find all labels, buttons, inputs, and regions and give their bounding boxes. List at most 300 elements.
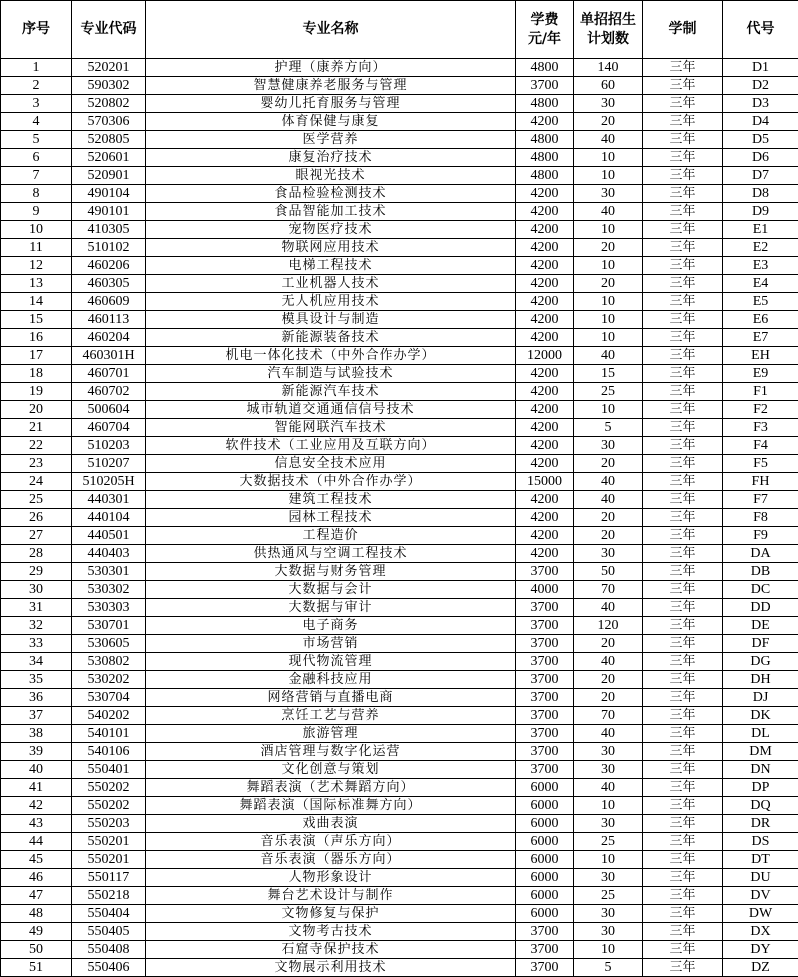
cell-fee: 4200 — [516, 383, 574, 401]
cell-plan: 50 — [574, 563, 643, 581]
cell-fee: 4200 — [516, 419, 574, 437]
cell-fee: 4200 — [516, 311, 574, 329]
cell-duration: 三年 — [643, 509, 723, 527]
cell-symbol: DL — [723, 725, 798, 743]
cell-plan: 40 — [574, 599, 643, 617]
cell-plan: 30 — [574, 95, 643, 113]
cell-symbol: DM — [723, 743, 798, 761]
cell-name: 酒店管理与数字化运营 — [146, 743, 516, 761]
cell-duration: 三年 — [643, 959, 723, 977]
cell-index: 15 — [1, 311, 72, 329]
cell-index: 46 — [1, 869, 72, 887]
cell-fee: 3700 — [516, 617, 574, 635]
cell-code: 550404 — [72, 905, 146, 923]
cell-code: 530704 — [72, 689, 146, 707]
cell-fee: 6000 — [516, 887, 574, 905]
cell-fee: 3700 — [516, 959, 574, 977]
header-plan — [574, 1, 643, 59]
cell-fee: 4800 — [516, 167, 574, 185]
cell-code: 550117 — [72, 869, 146, 887]
cell-code: 440403 — [72, 545, 146, 563]
cell-plan: 20 — [574, 113, 643, 131]
cell-duration: 三年 — [643, 527, 723, 545]
cell-plan: 20 — [574, 509, 643, 527]
table-row — [1, 887, 798, 905]
cell-index: 14 — [1, 293, 72, 311]
cell-index: 47 — [1, 887, 72, 905]
cell-name: 现代物流管理 — [146, 653, 516, 671]
cell-symbol: EH — [723, 347, 798, 365]
cell-fee: 6000 — [516, 815, 574, 833]
cell-fee: 4800 — [516, 95, 574, 113]
cell-code: 510203 — [72, 437, 146, 455]
cell-name: 工程造价 — [146, 527, 516, 545]
cell-symbol: DH — [723, 671, 798, 689]
cell-index: 40 — [1, 761, 72, 779]
cell-fee: 6000 — [516, 833, 574, 851]
table-row — [1, 509, 798, 527]
cell-fee: 3700 — [516, 923, 574, 941]
cell-duration: 三年 — [643, 869, 723, 887]
table-row — [1, 851, 798, 869]
cell-duration: 三年 — [643, 761, 723, 779]
cell-fee: 4200 — [516, 203, 574, 221]
cell-plan: 30 — [574, 923, 643, 941]
cell-fee: 4200 — [516, 491, 574, 509]
cell-index: 36 — [1, 689, 72, 707]
cell-code: 500604 — [72, 401, 146, 419]
cell-duration: 三年 — [643, 347, 723, 365]
table-row — [1, 707, 798, 725]
cell-plan: 40 — [574, 131, 643, 149]
cell-duration: 三年 — [643, 851, 723, 869]
cell-index: 28 — [1, 545, 72, 563]
cell-code: 550202 — [72, 779, 146, 797]
cell-duration: 三年 — [643, 329, 723, 347]
cell-name: 舞台艺术设计与制作 — [146, 887, 516, 905]
cell-code: 550203 — [72, 815, 146, 833]
cell-name: 城市轨道交通通信信号技术 — [146, 401, 516, 419]
cell-symbol: DC — [723, 581, 798, 599]
cell-name: 文物修复与保护 — [146, 905, 516, 923]
cell-symbol: DU — [723, 869, 798, 887]
table-row — [1, 545, 798, 563]
cell-plan: 70 — [574, 707, 643, 725]
cell-symbol: DQ — [723, 797, 798, 815]
cell-index: 23 — [1, 455, 72, 473]
cell-code: 460113 — [72, 311, 146, 329]
cell-fee: 3700 — [516, 635, 574, 653]
cell-plan: 120 — [574, 617, 643, 635]
table-row — [1, 815, 798, 833]
cell-plan: 30 — [574, 743, 643, 761]
table-row — [1, 311, 798, 329]
cell-code: 440501 — [72, 527, 146, 545]
table-row — [1, 221, 798, 239]
cell-plan: 30 — [574, 815, 643, 833]
cell-name: 供热通风与空调工程技术 — [146, 545, 516, 563]
cell-fee: 6000 — [516, 905, 574, 923]
table-row — [1, 491, 798, 509]
cell-code: 550406 — [72, 959, 146, 977]
cell-index: 51 — [1, 959, 72, 977]
cell-index: 5 — [1, 131, 72, 149]
cell-plan: 20 — [574, 275, 643, 293]
table-row — [1, 383, 798, 401]
cell-symbol: D4 — [723, 113, 798, 131]
cell-code: 440301 — [72, 491, 146, 509]
cell-name: 市场营销 — [146, 635, 516, 653]
cell-code: 550201 — [72, 833, 146, 851]
cell-fee: 3700 — [516, 689, 574, 707]
cell-index: 34 — [1, 653, 72, 671]
cell-code: 460704 — [72, 419, 146, 437]
cell-name: 食品智能加工技术 — [146, 203, 516, 221]
cell-duration: 三年 — [643, 455, 723, 473]
table-row — [1, 95, 798, 113]
cell-fee: 3700 — [516, 725, 574, 743]
cell-duration: 三年 — [643, 707, 723, 725]
cell-name: 金融科技应用 — [146, 671, 516, 689]
cell-duration: 三年 — [643, 599, 723, 617]
cell-code: 460702 — [72, 383, 146, 401]
cell-index: 19 — [1, 383, 72, 401]
cell-plan: 40 — [574, 203, 643, 221]
cell-index: 7 — [1, 167, 72, 185]
cell-fee: 6000 — [516, 869, 574, 887]
header-row — [1, 1, 798, 59]
cell-name: 新能源汽车技术 — [146, 383, 516, 401]
cell-symbol: E5 — [723, 293, 798, 311]
cell-symbol: DE — [723, 617, 798, 635]
cell-code: 520805 — [72, 131, 146, 149]
cell-symbol: DK — [723, 707, 798, 725]
cell-symbol: E9 — [723, 365, 798, 383]
cell-code: 550408 — [72, 941, 146, 959]
cell-duration: 三年 — [643, 239, 723, 257]
cell-symbol: D5 — [723, 131, 798, 149]
cell-fee: 4200 — [516, 401, 574, 419]
table-row — [1, 923, 798, 941]
cell-symbol: F9 — [723, 527, 798, 545]
cell-plan: 40 — [574, 725, 643, 743]
cell-index: 30 — [1, 581, 72, 599]
cell-fee: 6000 — [516, 797, 574, 815]
cell-fee: 4200 — [516, 509, 574, 527]
cell-code: 410305 — [72, 221, 146, 239]
cell-plan: 20 — [574, 635, 643, 653]
cell-index: 22 — [1, 437, 72, 455]
cell-name: 大数据与会计 — [146, 581, 516, 599]
cell-name: 物联网应用技术 — [146, 239, 516, 257]
cell-fee: 3700 — [516, 941, 574, 959]
cell-duration: 三年 — [643, 95, 723, 113]
cell-index: 16 — [1, 329, 72, 347]
cell-symbol: E1 — [723, 221, 798, 239]
cell-symbol: FH — [723, 473, 798, 491]
cell-symbol: F7 — [723, 491, 798, 509]
cell-name: 模具设计与制造 — [146, 311, 516, 329]
cell-plan: 10 — [574, 401, 643, 419]
cell-fee: 4200 — [516, 221, 574, 239]
cell-duration: 三年 — [643, 221, 723, 239]
cell-plan: 40 — [574, 491, 643, 509]
cell-index: 35 — [1, 671, 72, 689]
cell-code: 530301 — [72, 563, 146, 581]
cell-symbol: DT — [723, 851, 798, 869]
cell-index: 13 — [1, 275, 72, 293]
cell-index: 45 — [1, 851, 72, 869]
cell-index: 17 — [1, 347, 72, 365]
cell-plan: 25 — [574, 833, 643, 851]
cell-symbol: DG — [723, 653, 798, 671]
table-row — [1, 131, 798, 149]
cell-duration: 三年 — [643, 131, 723, 149]
cell-plan: 40 — [574, 779, 643, 797]
cell-symbol: F8 — [723, 509, 798, 527]
table-row — [1, 869, 798, 887]
cell-index: 18 — [1, 365, 72, 383]
cell-duration: 三年 — [643, 149, 723, 167]
cell-plan: 10 — [574, 311, 643, 329]
cell-code: 530701 — [72, 617, 146, 635]
cell-symbol: E4 — [723, 275, 798, 293]
cell-name: 食品检验检测技术 — [146, 185, 516, 203]
cell-name: 大数据与审计 — [146, 599, 516, 617]
table-row — [1, 401, 798, 419]
cell-index: 38 — [1, 725, 72, 743]
cell-plan: 10 — [574, 221, 643, 239]
cell-symbol: F5 — [723, 455, 798, 473]
cell-symbol: DP — [723, 779, 798, 797]
cell-symbol: F3 — [723, 419, 798, 437]
cell-code: 540202 — [72, 707, 146, 725]
cell-index: 44 — [1, 833, 72, 851]
table-row — [1, 437, 798, 455]
cell-name: 新能源装备技术 — [146, 329, 516, 347]
cell-name: 人物形象设计 — [146, 869, 516, 887]
cell-duration: 三年 — [643, 293, 723, 311]
table-row — [1, 59, 798, 77]
cell-name: 电梯工程技术 — [146, 257, 516, 275]
cell-index: 24 — [1, 473, 72, 491]
cell-symbol: DZ — [723, 959, 798, 977]
cell-name: 康复治疗技术 — [146, 149, 516, 167]
cell-index: 48 — [1, 905, 72, 923]
cell-duration: 三年 — [643, 311, 723, 329]
cell-fee: 4200 — [516, 545, 574, 563]
cell-duration: 三年 — [643, 401, 723, 419]
header-code: 专业代码 — [72, 1, 146, 59]
cell-symbol: DJ — [723, 689, 798, 707]
cell-plan: 10 — [574, 941, 643, 959]
cell-duration: 三年 — [643, 383, 723, 401]
cell-index: 11 — [1, 239, 72, 257]
cell-code: 460701 — [72, 365, 146, 383]
header-fee-line1: 学费 — [516, 11, 573, 30]
cell-plan: 10 — [574, 797, 643, 815]
cell-name: 文物展示利用技术 — [146, 959, 516, 977]
cell-name: 机电一体化技术（中外合作办学） — [146, 347, 516, 365]
cell-duration: 三年 — [643, 275, 723, 293]
cell-name: 旅游管理 — [146, 725, 516, 743]
cell-fee: 4800 — [516, 59, 574, 77]
cell-name: 园林工程技术 — [146, 509, 516, 527]
table-row — [1, 671, 798, 689]
cell-plan: 30 — [574, 185, 643, 203]
cell-symbol: D8 — [723, 185, 798, 203]
cell-symbol: DR — [723, 815, 798, 833]
cell-plan: 10 — [574, 257, 643, 275]
cell-plan: 20 — [574, 455, 643, 473]
cell-code: 440104 — [72, 509, 146, 527]
cell-plan: 10 — [574, 293, 643, 311]
cell-index: 25 — [1, 491, 72, 509]
cell-code: 520802 — [72, 95, 146, 113]
cell-plan: 5 — [574, 419, 643, 437]
cell-duration: 三年 — [643, 167, 723, 185]
cell-symbol: DN — [723, 761, 798, 779]
cell-code: 550202 — [72, 797, 146, 815]
table-row — [1, 689, 798, 707]
cell-index: 27 — [1, 527, 72, 545]
cell-fee: 4200 — [516, 293, 574, 311]
table-row — [1, 797, 798, 815]
cell-name: 戏曲表演 — [146, 815, 516, 833]
table-row — [1, 527, 798, 545]
cell-symbol: F2 — [723, 401, 798, 419]
cell-code: 540101 — [72, 725, 146, 743]
cell-symbol: D9 — [723, 203, 798, 221]
cell-fee: 4200 — [516, 527, 574, 545]
cell-duration: 三年 — [643, 635, 723, 653]
table-row — [1, 905, 798, 923]
cell-symbol: D6 — [723, 149, 798, 167]
cell-duration: 三年 — [643, 59, 723, 77]
cell-duration: 三年 — [643, 653, 723, 671]
cell-index: 50 — [1, 941, 72, 959]
cell-plan: 10 — [574, 149, 643, 167]
cell-symbol: E7 — [723, 329, 798, 347]
cell-index: 29 — [1, 563, 72, 581]
table-row — [1, 725, 798, 743]
cell-code: 520901 — [72, 167, 146, 185]
table-row — [1, 113, 798, 131]
cell-code: 510102 — [72, 239, 146, 257]
cell-fee: 3700 — [516, 743, 574, 761]
cell-name: 工业机器人技术 — [146, 275, 516, 293]
cell-name: 大数据与财务管理 — [146, 563, 516, 581]
cell-index: 31 — [1, 599, 72, 617]
cell-duration: 三年 — [643, 77, 723, 95]
cell-duration: 三年 — [643, 797, 723, 815]
cell-code: 490104 — [72, 185, 146, 203]
cell-symbol: DV — [723, 887, 798, 905]
cell-code: 530303 — [72, 599, 146, 617]
cell-duration: 三年 — [643, 815, 723, 833]
table-row — [1, 761, 798, 779]
cell-name: 智能网联汽车技术 — [146, 419, 516, 437]
cell-index: 21 — [1, 419, 72, 437]
cell-index: 3 — [1, 95, 72, 113]
cell-duration: 三年 — [643, 113, 723, 131]
cell-code: 570306 — [72, 113, 146, 131]
cell-plan: 30 — [574, 869, 643, 887]
table-row — [1, 77, 798, 95]
cell-code: 530302 — [72, 581, 146, 599]
cell-symbol: F1 — [723, 383, 798, 401]
header-fee-line2: 元/年 — [516, 30, 573, 49]
cell-code: 520601 — [72, 149, 146, 167]
cell-code: 460204 — [72, 329, 146, 347]
cell-index: 12 — [1, 257, 72, 275]
cell-name: 婴幼儿托育服务与管理 — [146, 95, 516, 113]
cell-symbol: D2 — [723, 77, 798, 95]
cell-symbol: DX — [723, 923, 798, 941]
cell-code: 510205H — [72, 473, 146, 491]
table-row — [1, 743, 798, 761]
cell-name: 音乐表演（器乐方向） — [146, 851, 516, 869]
cell-index: 6 — [1, 149, 72, 167]
cell-fee: 3700 — [516, 707, 574, 725]
table-row — [1, 257, 798, 275]
cell-duration: 三年 — [643, 779, 723, 797]
cell-plan: 140 — [574, 59, 643, 77]
cell-duration: 三年 — [643, 365, 723, 383]
cell-plan: 70 — [574, 581, 643, 599]
table-row — [1, 617, 798, 635]
cell-index: 33 — [1, 635, 72, 653]
cell-name: 舞蹈表演（艺术舞蹈方向） — [146, 779, 516, 797]
cell-name: 智慧健康养老服务与管理 — [146, 77, 516, 95]
cell-name: 音乐表演（声乐方向） — [146, 833, 516, 851]
cell-duration: 三年 — [643, 905, 723, 923]
cell-plan: 15 — [574, 365, 643, 383]
table-row — [1, 203, 798, 221]
cell-fee: 4000 — [516, 581, 574, 599]
table-row — [1, 581, 798, 599]
cell-fee: 4200 — [516, 185, 574, 203]
cell-plan: 30 — [574, 761, 643, 779]
table-row — [1, 365, 798, 383]
cell-plan: 10 — [574, 851, 643, 869]
table-row — [1, 635, 798, 653]
cell-plan: 40 — [574, 653, 643, 671]
cell-plan: 30 — [574, 437, 643, 455]
cell-name: 无人机应用技术 — [146, 293, 516, 311]
cell-fee: 3700 — [516, 77, 574, 95]
cell-plan: 30 — [574, 905, 643, 923]
cell-fee: 4800 — [516, 149, 574, 167]
table-row — [1, 185, 798, 203]
cell-plan: 20 — [574, 239, 643, 257]
cell-fee: 12000 — [516, 347, 574, 365]
table-row — [1, 941, 798, 959]
cell-fee: 6000 — [516, 779, 574, 797]
table-row — [1, 455, 798, 473]
cell-code: 490101 — [72, 203, 146, 221]
cell-plan: 10 — [574, 167, 643, 185]
cell-fee: 3700 — [516, 761, 574, 779]
cell-duration: 三年 — [643, 203, 723, 221]
cell-code: 530605 — [72, 635, 146, 653]
table-row — [1, 329, 798, 347]
cell-index: 9 — [1, 203, 72, 221]
cell-fee: 3700 — [516, 563, 574, 581]
table-row — [1, 167, 798, 185]
cell-symbol: E3 — [723, 257, 798, 275]
cell-code: 510207 — [72, 455, 146, 473]
